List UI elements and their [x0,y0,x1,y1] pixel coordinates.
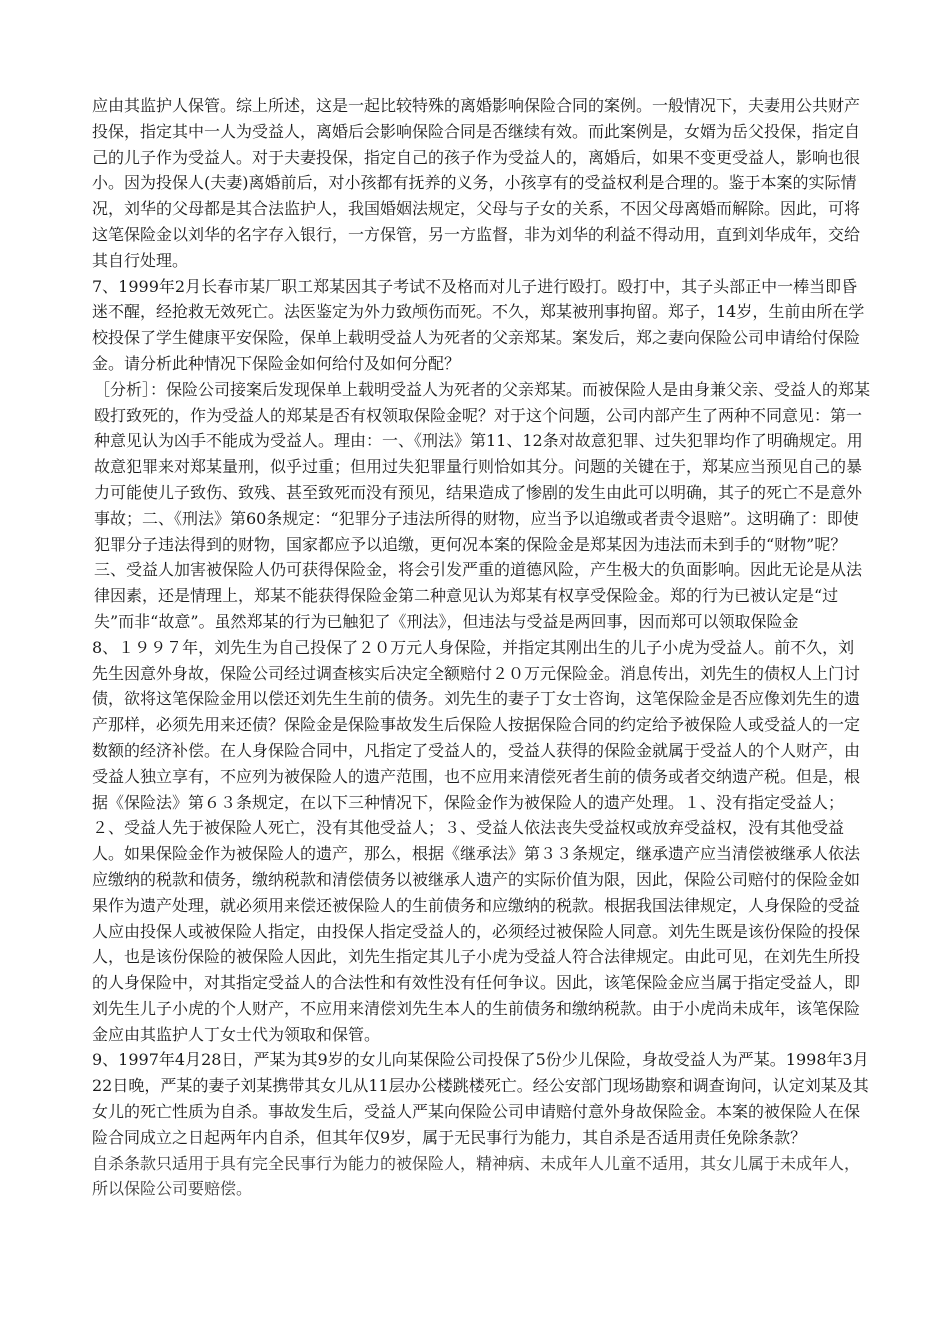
paragraph-case-9-answer: 自杀条款只适用于具有完全民事行为能力的被保险人，精神病、未成年人儿童不适用，其女儿属于未成年人，所以保险公司要赔偿。 [92,1153,861,1199]
paragraph-case-8: 8、１９９７年，刘先生为自己投保了２０万元人身保险，并指定其刚出生的儿子小虎为受益人。前不久，刘先生因意外身故，保险公司经过调查核实后决定全额赔付２０万元保险金。消息传出，刘先生的债权人上门讨债，欲将这笔保险金用以偿还刘先生生前的债务。刘先生的妻子丁女士咨询，这笔保险金是否应像刘先生的遗产那样，必须先用来还债？保险金是保险事故发生后保险人按据保险合同的约定给予被保险人或受益人的一定数额的经济补偿。在人身保险合同中，凡指定了受益人的，受益人获得的保险金就属于受益人的个人财产，由受益人独立享有，不应列为被保险人的遗产范围，也不应用来清偿死者生前的债务或者交纳遗产税。但是，根据《保险法》第６３条规定，在以下三种情况下，保险金作为被保险人的遗产处理。１、没有指定受益人；２、受益人先于被保险人死亡，没有其他受益人；３、受益人依法丧失受益权或放弃受益权，没有其他受益人。如果保险金作为被保险人的遗产，那么，根据《继承法》第３３条规定，继承遗产应当清偿被继承人依法应缴纳的税款和债务，缴纳税款和清偿债务以被继承人遗产的实际价值为限，因此，保险公司赔付的保险金如果作为遗产处理，就必须用来偿还被保险人的生前债务和应缴纳的税款。根据我国法律规定，人身保险的受益人应由投保人或被保险人指定，由投保人指定受益人的，必须经过被保险人同意。刘先生既是该份保险的投保人，也是该份保险的被保险人因此，刘先生指定其儿子小虎为受益人符合法律规定。由此可见，在刘先生所投的人身保险中，对其指定受益人的合法性和有效性没有任何争议。因此，该笔保险金应当属于指定受益人，即刘先生儿子小虎的个人财产，不应用来清偿刘先生本人的生前债务和缴纳税款。由于小虎尚未成年，该笔保险金应由其监护人丁女士代为领取和保管。 [92,637,861,1044]
paragraph-liu-hua-conclusion: 应由其监护人保管。综上所述，这是一起比较特殊的离婚影响保险合同的案例。一般情况下，夫妻用公共财产投保，指定其中一人为受益人，离婚后会影响保险合同是否继续有效。而此案例是，女婿为岳父投保，指定自己的儿子作为受益人。对于夫妻投保，指定自己的孩子作为受益人的，离婚后，如果不变更受益人，影响也很小。因为投保人(夫妻)离婚前后，对小孩都有抚养的义务，小孩享有的受益权利是合理的。鉴于本案的实际情况，刘华的父母都是其合法监护人，我国婚姻法规定，父母与子女的关系，不因父母离婚而解除。因此，可将这笔保险金以刘华的名字存入银行，一方保管，另一方监督，非为刘华的利益不得动用，直到刘华成年，交给其自行处理。 [92,96,861,270]
paragraph-case-7: 7、1999年2月长春市某厂职工郑某因其子考试不及格而对儿子进行殴打。殴打中，其子头部正中一棒当即昏迷不醒，经抢救无效死亡。法医鉴定为外力致颅伤而死。不久，郑某被刑事拘留。郑子，14岁，生前由所在学校投保了学生健康平安保险，保单上载明受益人为死者的父亲郑某。案发后，郑之妻向保险公司申请给付保险金。请分析此种情况下保险金如何给付及如何分配？ [92,276,865,373]
paragraph-case-7-analysis: ［分析］：保险公司接案后发现保单上载明受益人为死者的父亲郑某。而被保险人是由身兼父亲、受益人的郑某殴打致死的，作为受益人的郑某是否有权领取保险金呢？对于这个问题，公司内部产生了两种不同意见：第一种意见认为凶手不能成为受益人。理由：一、《刑法》第11、12条对故意犯罪、过失犯罪均作了明确规定。用故意犯罪来对郑某量刑，似乎过重；但用过失犯罪量行则恰如其分。问题的关键在于，郑某应当预见自己的暴力可能使儿子致伤、致残、甚至致死而没有预见，结果造成了惨剧的发生由此可以明确，其子的死亡不是意外事故；二、《刑法》第60条规定：“犯罪分子违法所得的财物，应当予以追缴或者责令退赔”。这明确了：即使犯罪分子违法得到的财物，国家都应予以追缴，更何况本案的保险金是郑某因为违法而未到手的“财物”呢？三、受益人加害被保险人仍可获得保险金，将会引发严重的道德风险，产生极大的负面影响。因此无论是从法律因素，还是情理上，郑某不能获得保险金第二种意见认为郑某有权享受保险金。郑的行为已被认定是“过失”而非“故意”。虽然郑某的行为已触犯了《刑法》，但违法与受益是两回事，因而郑可以领取保险金 [94,379,871,631]
document-body [92,93,870,1202]
paragraph-case-9: 9、1997年4月28日，严某为其9岁的女儿向某保险公司投保了5份少儿保险，身故受益人为严某。1998年3月22日晚，严某的妻子刘某携带其女儿从11层办公楼跳楼死亡。经公安部门现场勘察和调查询问，认定刘某及其女儿的死亡性质为自杀。事故发生后，受益人严某向保险公司申请赔付意外身故保险金。本案的被保险人在保险合同成立之日起两年内自杀，但其年仅9岁，属于无民事行为能力，其自杀是否适用责任免除条款？ [92,1050,869,1147]
